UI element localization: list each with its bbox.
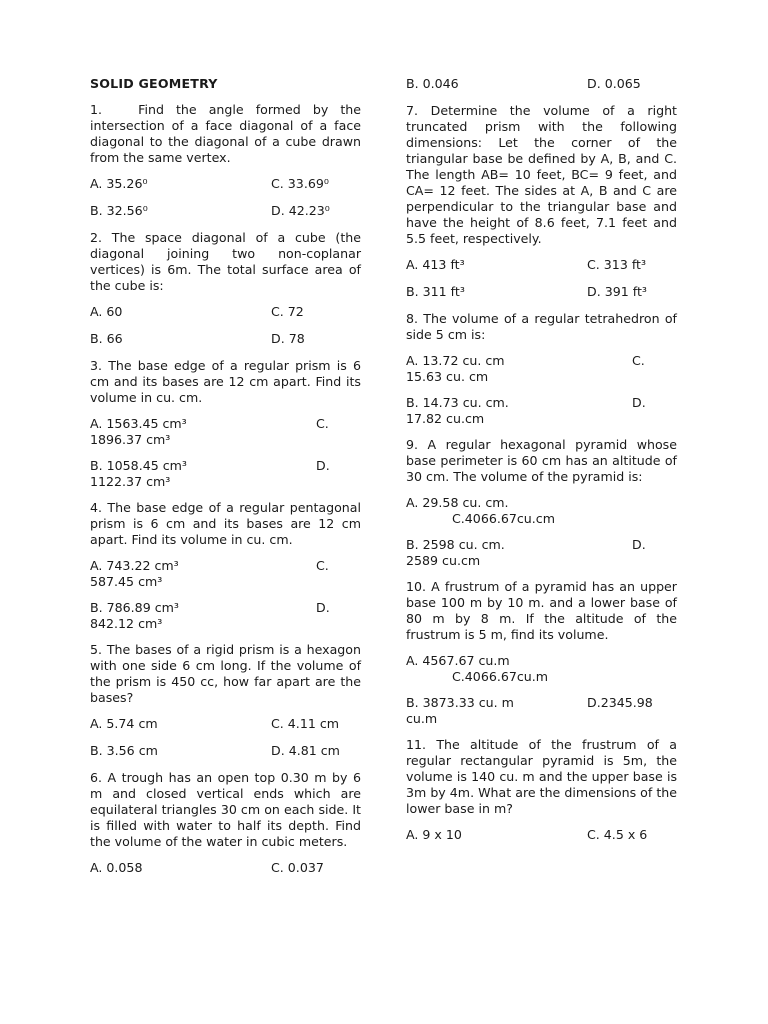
options-q3-row1 bbox=[90, 416, 361, 448]
option-q8-d-value: 17.82 cu.cm bbox=[406, 411, 485, 426]
option-q8-c: C. bbox=[632, 353, 645, 368]
question-4: 4. The base edge of a regular pentagonal prism is 6 cm and its bases are 12 cm apart. Find its volume in cu. cm. bbox=[90, 500, 361, 547]
question-8: 8. The volume of a regular tetrahedron of side 5 cm is: bbox=[406, 311, 677, 342]
options-q4-row2 bbox=[90, 600, 361, 632]
option-q1-a: A. 35.26⁰ bbox=[90, 176, 148, 191]
options-q2-row1 bbox=[90, 304, 361, 320]
option-q3-d: D. bbox=[316, 458, 330, 473]
option-q8-d: D. bbox=[632, 395, 646, 410]
option-q9-a: A. 29.58 cu. cm. bbox=[406, 495, 509, 510]
question-1: 1. Find the angle formed by the intersection of a face diagonal of a face diagonal to the diagonal of a cube drawn from the same vertex. bbox=[90, 102, 361, 165]
option-q5-b: B. 3.56 cm bbox=[90, 743, 158, 758]
options-q8-row1 bbox=[406, 353, 677, 385]
option-q2-a: A. 60 bbox=[90, 304, 123, 319]
option-q7-a: A. 413 ft³ bbox=[406, 257, 465, 272]
option-q10-c: C.4066.67cu.m bbox=[452, 669, 549, 684]
option-q11-a: A. 9 x 10 bbox=[406, 827, 462, 842]
option-q1-c: C. 33.69⁰ bbox=[271, 176, 329, 191]
options-q5-row1 bbox=[90, 716, 361, 732]
right-column bbox=[406, 76, 677, 854]
options-q10-row1 bbox=[406, 653, 677, 685]
option-q1-b: B. 32.56⁰ bbox=[90, 203, 148, 218]
option-q6-a: A. 0.058 bbox=[90, 860, 143, 875]
option-q10-d: D.2345.98 bbox=[587, 695, 653, 710]
option-q7-d: D. 391 ft³ bbox=[587, 284, 647, 299]
option-q4-c: C. bbox=[316, 558, 329, 573]
options-q5-row2 bbox=[90, 743, 361, 759]
question-11: 11. The altitude of the frustrum of a regular rectangular pyramid is 5m, the volume is 140 cu. m and the upper base is 3m by 4m. What are the dimensions of the lower base in m? bbox=[406, 737, 677, 816]
option-q9-b: B. 2598 cu. cm. bbox=[406, 537, 505, 552]
options-q11-row1 bbox=[406, 827, 677, 843]
options-q7-row2 bbox=[406, 284, 677, 300]
option-q3-b: B. 1058.45 cm³ bbox=[90, 458, 187, 473]
options-q9-row2 bbox=[406, 537, 677, 569]
option-q2-d: D. 78 bbox=[271, 331, 305, 346]
question-2: 2. The space diagonal of a cube (the diagonal joining two non-coplanar vertices) is 6m. The total surface area of the cube is: bbox=[90, 230, 361, 293]
option-q9-d-value: 2589 cu.cm bbox=[406, 553, 481, 568]
option-q8-b: B. 14.73 cu. cm. bbox=[406, 395, 509, 410]
option-q7-b: B. 311 ft³ bbox=[406, 284, 465, 299]
option-q10-b: B. 3873.33 cu. m bbox=[406, 695, 514, 710]
question-10: 10. A frustrum of a pyramid has an upper base 100 m by 10 m. and a lower base of 80 m by 8 m. If the altitude of the frustrum is 5 m, find its volume. bbox=[406, 579, 677, 642]
option-q4-d-value: 842.12 cm³ bbox=[90, 616, 163, 631]
option-q5-d: D. 4.81 cm bbox=[271, 743, 340, 758]
option-q1-d: D. 42.23⁰ bbox=[271, 203, 330, 218]
option-q3-a: A. 1563.45 cm³ bbox=[90, 416, 187, 431]
option-q10-a: A. 4567.67 cu.m bbox=[406, 653, 510, 668]
option-q7-c: C. 313 ft³ bbox=[587, 257, 647, 272]
option-q4-a: A. 743.22 cm³ bbox=[90, 558, 179, 573]
option-q11-c: C. 4.5 x 6 bbox=[587, 827, 648, 842]
option-q2-b: B. 66 bbox=[90, 331, 123, 346]
option-q9-d: D. bbox=[632, 537, 646, 552]
options-q1-row1 bbox=[90, 176, 361, 192]
question-7: 7. Determine the volume of a right truncated prism with the following dimensions: Let the corner of the triangular base be defined by A, B, and C. The length AB= 10 feet, BC= 9 feet, and CA= 12 feet. The sides at A, B and C are perpendicular to the triangular base and have the height of 8.6 feet, 7.1 feet and 5.5 feet, respectively. bbox=[406, 103, 677, 246]
options-q6-row2 bbox=[406, 76, 677, 92]
option-q6-b: B. 0.046 bbox=[406, 76, 459, 91]
option-q3-c-value: 1896.37 cm³ bbox=[90, 432, 171, 447]
option-q10-d-value: cu.m bbox=[406, 711, 438, 726]
document-title: SOLID GEOMETRY bbox=[90, 76, 218, 91]
options-q8-row2 bbox=[406, 395, 677, 427]
option-q4-c-value: 587.45 cm³ bbox=[90, 574, 163, 589]
question-6: 6. A trough has an open top 0.30 m by 6 m and closed vertical ends which are equilateral triangles 30 cm on each side. It is filled with water to half its depth. Find the volume of the water in cubic meters. bbox=[90, 770, 361, 849]
option-q8-c-value: 15.63 cu. cm bbox=[406, 369, 489, 384]
question-9: 9. A regular hexagonal pyramid whose base perimeter is 60 cm has an altitude of 30 cm. The volume of the pyramid is: bbox=[406, 437, 677, 484]
option-q2-c: C. 72 bbox=[271, 304, 304, 319]
option-q9-c: C.4066.67cu.cm bbox=[452, 511, 555, 526]
option-q4-d: D. bbox=[316, 600, 330, 615]
question-5: 5. The bases of a rigid prism is a hexagon with one side 6 cm long. If the volume of the prism is 450 cc, how far apart are the bases? bbox=[90, 642, 361, 705]
option-q6-c: C. 0.037 bbox=[271, 860, 324, 875]
options-q1-row2 bbox=[90, 203, 361, 219]
options-q3-row2 bbox=[90, 458, 361, 490]
option-q3-c: C. bbox=[316, 416, 329, 431]
options-q7-row1 bbox=[406, 257, 677, 273]
options-q6-row1 bbox=[90, 860, 361, 876]
option-q6-d: D. 0.065 bbox=[587, 76, 641, 91]
options-q4-row1 bbox=[90, 558, 361, 590]
option-q3-d-value: 1122.37 cm³ bbox=[90, 474, 171, 489]
options-q10-row2 bbox=[406, 695, 677, 727]
question-3: 3. The base edge of a regular prism is 6 cm and its bases are 12 cm apart. Find its volume in cu. cm. bbox=[90, 358, 361, 405]
options-q2-row2 bbox=[90, 331, 361, 347]
option-q5-c: C. 4.11 cm bbox=[271, 716, 340, 731]
options-q9-row1 bbox=[406, 495, 677, 527]
left-column bbox=[90, 76, 361, 887]
option-q8-a: A. 13.72 cu. cm bbox=[406, 353, 505, 368]
option-q4-b: B. 786.89 cm³ bbox=[90, 600, 179, 615]
option-q5-a: A. 5.74 cm bbox=[90, 716, 158, 731]
